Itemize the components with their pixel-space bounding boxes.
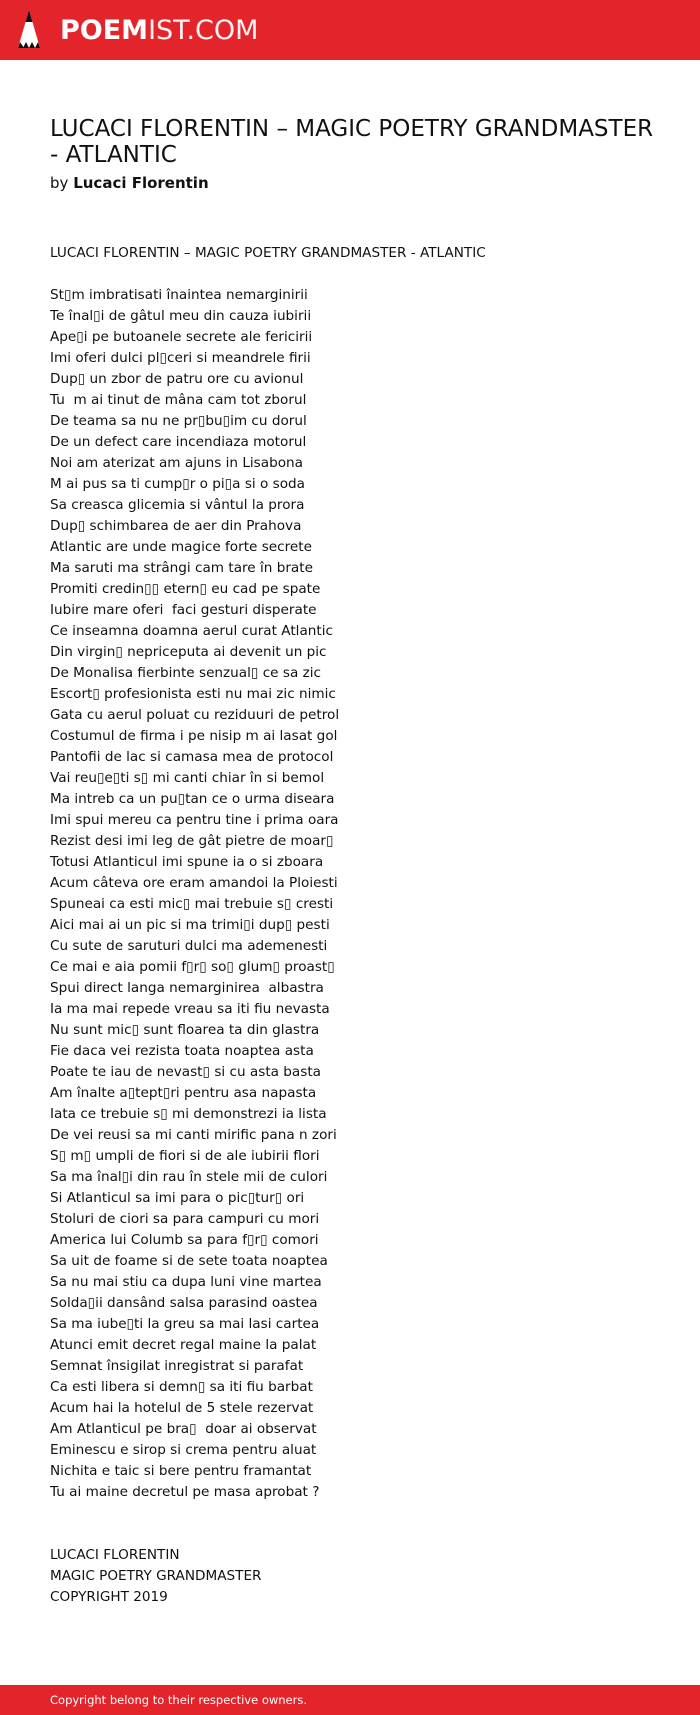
poem-line: Imi oferi dulci pl▯ceri si meandrele firii bbox=[50, 350, 311, 366]
poem-line: Si Atlanticul sa imi para o pic▯tur▯ ori bbox=[50, 1190, 305, 1206]
poem-line: Atlantic are unde magice forte secrete bbox=[50, 539, 312, 555]
poem-line: Rezist desi imi leg de gât pietre de moar▯ bbox=[50, 833, 334, 849]
poem-signature bbox=[50, 1545, 660, 1608]
poem-body bbox=[50, 243, 660, 1608]
poem-line: Am înalte a▯tept▯ri pentru asa napasta bbox=[50, 1085, 317, 1101]
footer-copyright: Copyright belong to their respective owners. bbox=[50, 1693, 308, 1707]
byline-prefix: by bbox=[50, 174, 69, 192]
poem-line: Sa ma înal▯i din rau în stele mii de culori bbox=[50, 1169, 328, 1185]
poem-lines bbox=[50, 285, 660, 1503]
site-header bbox=[0, 0, 700, 60]
poem-line: Am Atlanticul pe bra▯ doar ai observat bbox=[50, 1421, 317, 1437]
poem-line: Costumul de firma i pe nisip m ai lasat gol bbox=[50, 728, 338, 744]
poem-line: De teama sa nu ne pr▯bu▯im cu dorul bbox=[50, 413, 307, 429]
poem-title: LUCACI FLORENTIN – MAGIC POETRY GRANDMASTER - ATLANTIC bbox=[50, 116, 654, 168]
poem-line: Din virgin▯ nepriceputa ai devenit un pic bbox=[50, 644, 327, 660]
poem-line: Ce inseamna doamna aerul curat Atlantic bbox=[50, 623, 333, 639]
poem-line: St▯m imbratisati înaintea nemarginirii bbox=[50, 287, 308, 303]
signature-line: MAGIC POETRY GRANDMASTER bbox=[50, 1568, 262, 1584]
poem-line: Ca esti libera si demn▯ sa iti fiu barbat bbox=[50, 1379, 313, 1395]
poem-line: De Monalisa fierbinte senzual▯ ce sa zic bbox=[50, 665, 321, 681]
poem-line: Gata cu aerul poluat cu reziduuri de petrol bbox=[50, 707, 340, 723]
poem-line: Ape▯i pe butoanele secrete ale fericirii bbox=[50, 329, 313, 345]
poem-heading: LUCACI FLORENTIN – MAGIC POETRY GRANDMASTER - ATLANTIC bbox=[50, 245, 486, 261]
poem-line: Iubire mare oferi faci gesturi disperate bbox=[50, 602, 317, 618]
poem-line: De un defect care incendiaza motorul bbox=[50, 434, 307, 450]
byline bbox=[50, 173, 660, 193]
stanza-gap bbox=[50, 264, 660, 285]
logo-light-text: IST.COM bbox=[148, 14, 259, 46]
poem-line: Tu m ai tinut de mâna cam tot zborul bbox=[50, 392, 307, 408]
poem-line: Nichita e taic si bere pentru framantat bbox=[50, 1463, 312, 1479]
poem-line: Promiti credin▯▯ etern▯ eu cad pe spate bbox=[50, 581, 321, 597]
poem-line: Vai reu▯e▯ti s▯ mi canti chiar în si bemol bbox=[50, 770, 325, 786]
poem-line: Iata ce trebuie s▯ mi demonstrezi ia lista bbox=[50, 1106, 327, 1122]
poem-line: Poate te iau de nevast▯ si cu asta basta bbox=[50, 1064, 321, 1080]
poem-line: Acum hai la hotelul de 5 stele rezervat bbox=[50, 1400, 314, 1416]
poem-line: Aici mai ai un pic si ma trimi▯i dup▯ pesti bbox=[50, 917, 330, 933]
poem-line: Semnat însigilat inregistrat si parafat bbox=[50, 1358, 304, 1374]
poem-line: De vei reusi sa mi canti mirific pana n zori bbox=[50, 1127, 337, 1143]
poem-line: Sa creasca glicemia si vântul la prora bbox=[50, 497, 305, 513]
poem-line: Cu sute de saruturi dulci ma ademenesti bbox=[50, 938, 328, 954]
poem-line: Ce mai e aia pomii f▯r▯ so▯ glum▯ proast▯ bbox=[50, 959, 335, 975]
poem-line: Dup▯ un zbor de patru ore cu avionul bbox=[50, 371, 304, 387]
poem-line: Ia ma mai repede vreau sa iti fiu nevasta bbox=[50, 1001, 330, 1017]
poem-line: M ai pus sa ti cump▯r o pi▯a si o soda bbox=[50, 476, 305, 492]
poem-line: Escort▯ profesionista esti nu mai zic nimic bbox=[50, 686, 336, 702]
poem-line: Stoluri de ciori sa para campuri cu mori bbox=[50, 1211, 320, 1227]
poem-line: Pantofii de lac si camasa mea de protocol bbox=[50, 749, 334, 765]
poem-content bbox=[50, 116, 660, 1608]
signature-line: COPYRIGHT 2019 bbox=[50, 1589, 168, 1605]
poem-line: Ma intreb ca un pu▯tan ce o urma diseara bbox=[50, 791, 335, 807]
site-footer bbox=[0, 1685, 700, 1715]
poem-line: Fie daca vei rezista toata noaptea asta bbox=[50, 1043, 314, 1059]
poem-line: Solda▯ii dansând salsa parasind oastea bbox=[50, 1295, 318, 1311]
poem-line: Eminescu e sirop si crema pentru aluat bbox=[50, 1442, 317, 1458]
author-link[interactable]: Lucaci Florentin bbox=[73, 174, 209, 192]
poem-line: Ma saruti ma strângi cam tare în brate bbox=[50, 560, 313, 576]
poem-line: Dup▯ schimbarea de aer din Prahova bbox=[50, 518, 302, 534]
poem-line: Spui direct langa nemarginirea albastra bbox=[50, 980, 324, 996]
poem-line: Te înal▯i de gâtul meu din cauza iubirii bbox=[50, 308, 312, 324]
poem-line: Sa ma iube▯ti la greu sa mai lasi cartea bbox=[50, 1316, 320, 1332]
poem-line: Noi am aterizat am ajuns in Lisabona bbox=[50, 455, 303, 471]
pencil-logo-icon[interactable] bbox=[16, 8, 42, 52]
poem-line: America lui Columb sa para f▯r▯ comori bbox=[50, 1232, 319, 1248]
poem-line: Sa nu mai stiu ca dupa luni vine martea bbox=[50, 1274, 322, 1290]
poem-line: Nu sunt mic▯ sunt floarea ta din glastra bbox=[50, 1022, 320, 1038]
signature-line: LUCACI FLORENTIN bbox=[50, 1547, 180, 1563]
signature-gap bbox=[50, 1503, 660, 1545]
poem-line: Atunci emit decret regal maine la palat bbox=[50, 1337, 317, 1353]
poem-line: Sa uit de foame si de sete toata noaptea bbox=[50, 1253, 328, 1269]
poem-line: Totusi Atlanticul imi spune ia o si zboara bbox=[50, 854, 324, 870]
poem-line: S▯ m▯ umpli de fiori si de ale iubirii flori bbox=[50, 1148, 320, 1164]
poem-line: Spuneai ca esti mic▯ mai trebuie s▯ cresti bbox=[50, 896, 334, 912]
poem-line: Tu ai maine decretul pe masa aprobat ? bbox=[50, 1484, 320, 1500]
logo-bold-text: POEM bbox=[60, 14, 149, 46]
poem-line: Imi spui mereu ca pentru tine i prima oara bbox=[50, 812, 339, 828]
poem-line: Acum câteva ore eram amandoi la Ploiesti bbox=[50, 875, 338, 891]
site-logo-link[interactable] bbox=[60, 14, 259, 46]
